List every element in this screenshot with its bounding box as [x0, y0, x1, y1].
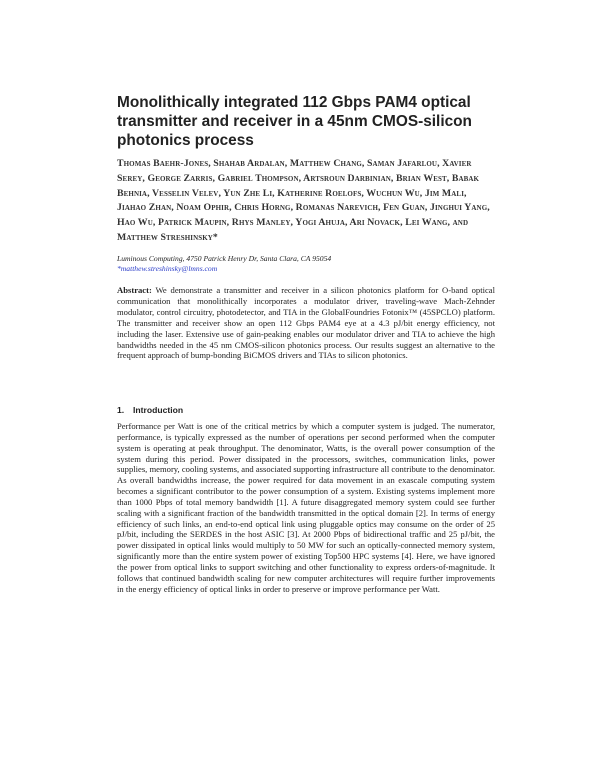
- author-list: Thomas Baehr-Jones, Shahab Ardalan, Matthew Chang, Saman Jafarlou, Xavier Serey, George Zarris, Gabriel Thompson, Artsroun Darbinian, Brian West, Babak Behnia, Vesselin Velev, Yun Zhe Li, Katherine Roelofs, Wuchun Wu, Jim Mali, Jiahao Zhan, Noam Ophir, Chris Horng, Romanas Narevich, Fen Guan, Jinghui Yang, Hao Wu, Patrick Maupin, Rhys Manley, Yogi Ahuja, Ari Novack, Lei Wang, and Matthew Streshinsky*: [117, 158, 490, 243]
- paper-title: Monolithically integrated 112 Gbps PAM4 optical transmitter and receiver in a 45nm CMOS-silicon photonics process: [117, 94, 472, 149]
- abstract-label: Abstract:: [117, 285, 152, 295]
- affiliation: Luminous Computing, 4750 Patrick Henry Dr, Santa Clara, CA 95054: [117, 254, 332, 263]
- abstract: [117, 285, 495, 361]
- section-number: 1.: [117, 405, 125, 415]
- affiliation-block: [117, 254, 497, 274]
- email-link[interactable]: *matthew.streshinsky@lmns.com: [117, 264, 218, 273]
- introduction-paragraph: Performance per Watt is one of the critical metrics by which a computer system is judged. The numerator, performance, is typically expressed as the number of operations per second performed when the computer system is operating at peak throughput. The denominator, Watts, is the overall power consumption of the system during this period. Power dissipated in the processors, switches, communication links, power supplies, memory, cooling systems, and associated supporting infrastructure all contribute to the denominator. As overall bandwidths increase, the power required for data movement in an exascale computing system becomes a significant contributor to the power consumption of a system. Existing systems implement more than 1000 Pbps of total memory bandwidth [1]. A future disaggregated memory system could see further scaling with a significant fraction of the bandwidth transmitted in the optical domain [2]. In terms of energy efficiency of such links, an end-to-end optical link using pluggable optics may consume on the order of 25 pJ/bit, including the SERDES in the host ASIC [3]. At 2000 Pbps of bidirectional traffic and 25 pJ/bit, the power dissipated in optical links would multiply to 50 MW for such an optically-connected memory system, significantly more than the entire system power of existing Top500 HPC systems [4]. Here, we have ignored the power from optical links to support switching and other functionality to express orders-of-magnitude. It follows that continued bandwidth scaling for new computer architectures will require further improvements in the energy efficiency of optical links in order to preserve or improve performance per Watt.: [117, 421, 495, 594]
- section-heading: [117, 405, 183, 415]
- section-title: Introduction: [133, 405, 184, 415]
- abstract-text: We demonstrate a transmitter and receiver in a silicon photonics platform for O-band optical communication that monolithically incorporates a modulator driver, traveling-wave Mach-Zehnder modulator, control circuitry, photodetector, and TIA in the GlobalFoundries Fotonix™ (45SPCLO) platform. The transmitter and receiver show an open 112 Gbps PAM4 eye at a 4.3 pJ/bit energy efficiency, not including the laser. Extensive use of gain-peaking enables our modulator driver and TIA to achieve the high bandwidths needed in the 45 nm CMOS-silicon photonics process. Our results suggest an alternative to the frequent approach of bump-bonding BiCMOS drivers and TIAs to silicon photonics.: [117, 285, 495, 361]
